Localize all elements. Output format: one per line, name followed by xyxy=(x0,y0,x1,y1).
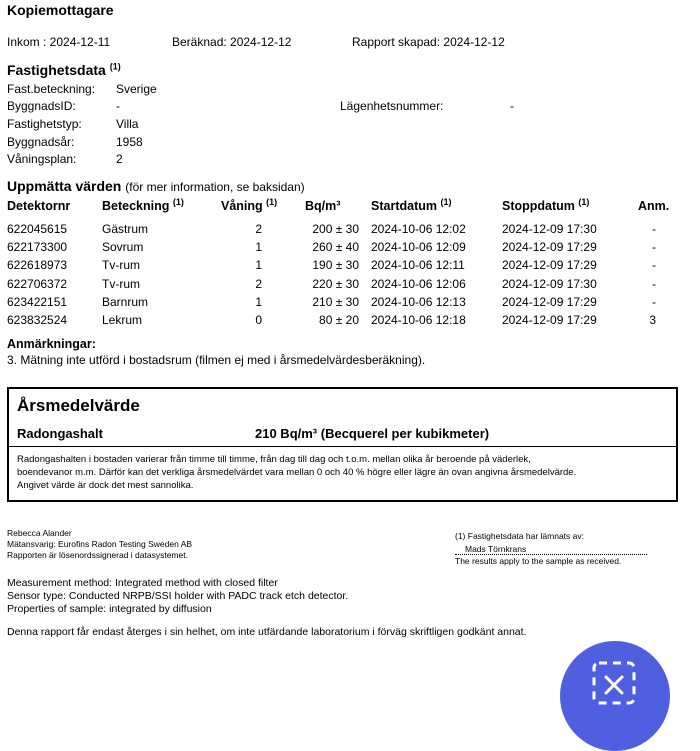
cell-anm: 3 xyxy=(649,313,656,327)
fastighet-value: Villa xyxy=(116,117,139,131)
arsmedel-text-2: boendevanor m.m. Därför kan det verkliga årsmedelvärdet vara mellan 0 och 40 % högre eller lägre än ovan angivna årsmedelvärde. xyxy=(17,467,577,478)
lagenhet-value: - xyxy=(510,99,514,113)
fastighet-label: Fastighetstyp: xyxy=(7,117,82,131)
uppmatta-title: Uppmätta värden (för mer information, se baksidan) xyxy=(7,178,305,194)
arsmedel-text-3: Angivet värde är dock det mest sannolika. xyxy=(17,480,194,491)
fastighet-note: (1) Fastighetsdata har lämnats av: xyxy=(455,531,584,541)
fastighet-value: 1958 xyxy=(116,135,143,149)
fastighet-label: Byggnadsår: xyxy=(7,135,75,149)
fastighet-title: Fastighetsdata $^{(1)}$ xyxy=(7,61,121,78)
screenshot-fab-button[interactable] xyxy=(560,641,670,751)
cell-bq: 80 ± 20 xyxy=(319,313,359,327)
table-row xyxy=(0,258,700,275)
results-note: The results apply to the sample as received. xyxy=(455,556,622,566)
col-vaning: Våning $^{(1)}$ xyxy=(221,196,278,213)
method-line-2: Sensor type: Conducted NRPB/SSI holder with PADC track etch detector. xyxy=(7,590,349,602)
cell-beteckning: Tv-rum xyxy=(102,258,140,273)
table-row xyxy=(0,240,700,257)
cell-detektor: 623832524 xyxy=(7,313,68,327)
cell-anm: - xyxy=(652,222,656,236)
cell-start: 2024-10-06 12:09 xyxy=(371,240,466,255)
table-row xyxy=(0,313,700,330)
cell-bq: 220 ± 30 xyxy=(312,276,359,291)
radongashalt-value: 210 Bq/m³ (Becquerel per kubikmeter) xyxy=(255,426,490,441)
disclaimer: Denna rapport får endast återges i sin helhet, om inte utfärdande laboratorium i förväg skriftligen godkänt annat. xyxy=(7,626,527,638)
cell-detektor: 622618973 xyxy=(7,258,68,273)
table-row xyxy=(0,222,700,239)
cell-start: 2024-10-06 12:13 xyxy=(371,294,466,309)
fastighet-value: Sverige xyxy=(116,82,157,96)
method-line-1: Measurement method: Integrated method with closed filter xyxy=(7,577,278,589)
arsmedel-title: Årsmedelvärde xyxy=(17,396,140,415)
cell-vaning: 1 xyxy=(255,240,262,255)
rapport-date: Rapport skapad: 2024-12-12 xyxy=(352,35,505,49)
cell-stopp: 2024-12-09 17:30 xyxy=(502,222,597,236)
cell-bq: 200 ± 30 xyxy=(312,222,359,236)
cell-stopp: 2024-12-09 17:29 xyxy=(502,294,597,309)
signer-note: Rapporten är lösenordssignerad i datasystemet. xyxy=(7,550,188,560)
inkom-date: Inkom : 2024-12-11 xyxy=(7,35,111,49)
cell-beteckning: Barnrum xyxy=(102,294,149,309)
cell-detektor: 622706372 xyxy=(7,276,68,291)
col-anm: Anm. xyxy=(638,199,670,213)
cell-stopp: 2024-12-09 17:30 xyxy=(502,276,597,291)
cell-vaning: 2 xyxy=(255,222,262,236)
anmarkningar-text: 3. Mätning inte utförd i bostadsrum (filmen ej med i årsmedelvärdesberäkning). xyxy=(7,353,426,367)
arsmedel-text-1: Radongashalten i bostaden varierar från timme till timme, från dag till dag och t.o.m. mellan olika år beroende på väderlek, xyxy=(17,454,531,465)
signer-name: Rebecca Alander xyxy=(7,528,72,538)
method-line-3: Properties of sample: integrated by diffusion xyxy=(7,603,212,615)
cell-anm: - xyxy=(652,240,656,255)
cell-start: 2024-10-06 12:06 xyxy=(371,276,466,291)
screenshot-select-icon xyxy=(560,641,670,751)
radongashalt-label: Radongashalt xyxy=(17,426,103,441)
cell-vaning: 0 xyxy=(255,313,262,327)
cell-detektor: 622045615 xyxy=(7,222,68,236)
cell-stopp: 2024-12-09 17:29 xyxy=(502,258,597,273)
fastighet-label: Våningsplan: xyxy=(7,152,77,166)
cell-beteckning: Tv-rum xyxy=(102,276,140,291)
cell-anm: - xyxy=(652,294,656,309)
col-bq: Bq/m³ xyxy=(305,199,341,213)
cell-bq: 210 ± 30 xyxy=(312,294,359,309)
signer-org: Mätansvarig: Eurofins Radon Testing Sweden AB xyxy=(7,539,193,549)
cell-vaning: 1 xyxy=(255,294,262,309)
col-detektor: Detektornr xyxy=(7,199,71,213)
cell-bq: 190 ± 30 xyxy=(312,258,359,273)
cell-anm: - xyxy=(652,276,656,291)
cell-bq: 260 ± 40 xyxy=(312,240,359,255)
cell-anm: - xyxy=(652,258,656,273)
beraknad-date: Beräknad: 2024-12-12 xyxy=(172,35,292,49)
cell-start: 2024-10-06 12:18 xyxy=(371,313,466,327)
arsmedel-box xyxy=(7,387,678,502)
dotted-line xyxy=(455,554,647,555)
cell-beteckning: Sovrum xyxy=(102,240,144,255)
cell-beteckning: Gästrum xyxy=(102,222,149,236)
cell-start: 2024-10-06 12:11 xyxy=(371,258,465,273)
fastighet-label: ByggnadsID: xyxy=(7,99,76,113)
col-start: Startdatum $^{(1)}$ xyxy=(371,196,452,213)
page-title: Kopiemottagare xyxy=(7,2,114,18)
lagenhet-label: Lägenhetsnummer: xyxy=(340,99,444,113)
cell-stopp: 2024-12-09 17:29 xyxy=(502,313,597,327)
cell-beteckning: Lekrum xyxy=(102,313,143,327)
cell-detektor: 623422151 xyxy=(7,294,68,309)
fastighet-value: 2 xyxy=(116,152,123,166)
fastighet-label: Fast.beteckning: xyxy=(7,82,96,96)
cell-start: 2024-10-06 12:02 xyxy=(371,222,466,236)
table-row xyxy=(0,295,700,312)
cell-stopp: 2024-12-09 17:29 xyxy=(502,240,597,255)
table-row xyxy=(0,277,700,294)
cell-vaning: 2 xyxy=(255,276,262,291)
cell-vaning: 1 xyxy=(255,258,262,273)
fastighet-note-name: Mads Törnkrans xyxy=(465,544,527,554)
anmarkningar-title: Anmärkningar: xyxy=(7,337,96,351)
col-beteckning: Beteckning $^{(1)}$ xyxy=(102,196,184,213)
col-stopp: Stoppdatum $^{(1)}$ xyxy=(502,196,590,213)
divider xyxy=(9,446,676,447)
cell-detektor: 622173300 xyxy=(7,240,68,255)
fastighet-value: - xyxy=(116,99,120,113)
